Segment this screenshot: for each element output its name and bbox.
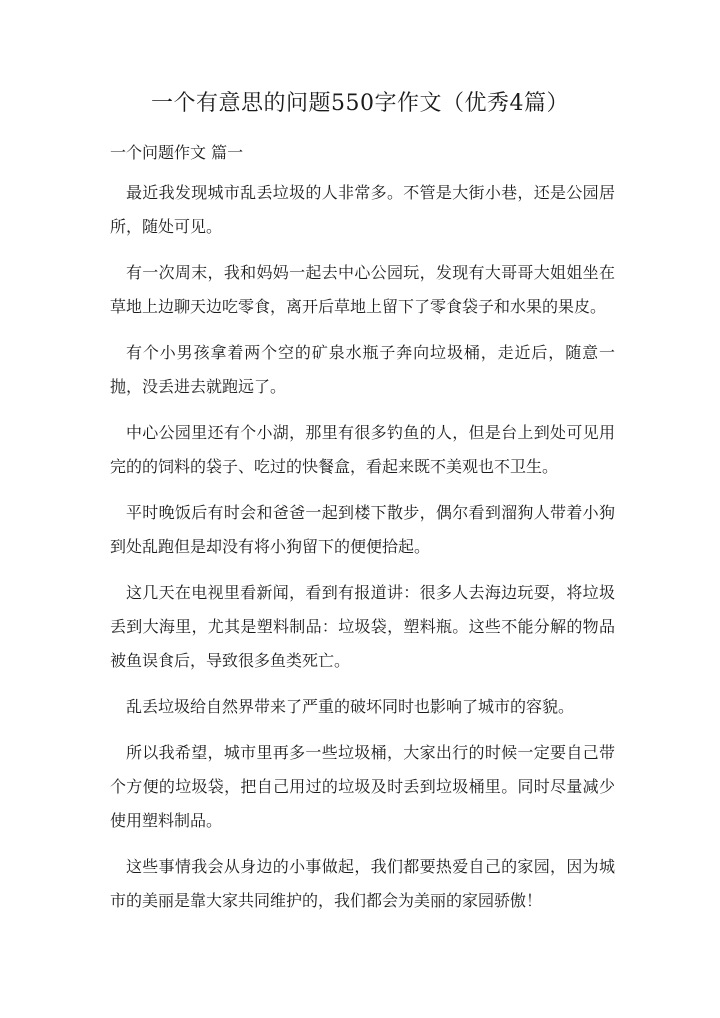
paragraph-6: 这几天在电视里看新闻，看到有报道讲：很多人去海边玩耍，将垃圾丢到大海里，尤其是塑料制品：垃圾袋，塑料瓶。这些不能分解的物品被鱼误食后，导致很多鱼类死亡。 xyxy=(110,583,615,670)
paragraph-4: 中心公园里还有个小湖，那里有很多钓鱼的人，但是台上到处可见用完的的饲料的袋子、吃过的快餐盒，看起来既不美观也不卫生。 xyxy=(110,423,615,476)
section-heading: 一个问题作文 篇一 xyxy=(110,143,244,162)
paragraph-5: 平时晚饭后有时会和爸爸一起到楼下散步，偶尔看到溜狗人带着小狗到处乱跑但是却没有将小狗留下的便便拾起。 xyxy=(110,503,615,556)
essay-body xyxy=(110,176,615,930)
paragraph-8: 所以我希望，城市里再多一些垃圾桶，大家出行的时候一定要自己带个方便的垃圾袋，把自己用过的垃圾及时丢到垃圾桶里。同时尽量减少使用塑料制品。 xyxy=(110,743,615,830)
paragraph-7: 乱丢垃圾给自然界带来了严重的破坏同时也影响了城市的容貌。 xyxy=(126,697,575,716)
paragraph-1: 最近我发现城市乱丢垃圾的人非常多。不管是大街小巷，还是公园居所，随处可见。 xyxy=(110,183,615,236)
paragraph-9: 这些事情我会从身边的小事做起，我们都要热爱自己的家园，因为城市的美丽是靠大家共同维护的，我们都会为美丽的家园骄傲！ xyxy=(110,857,615,910)
paragraph-3: 有个小男孩拿着两个空的矿泉水瓶子奔向垃圾桶，走近后，随意一抛，没丢进去就跑远了。 xyxy=(110,343,615,396)
document-title: 一个有意思的问题550字作文（优秀4篇） xyxy=(151,91,569,116)
paragraph-2: 有一次周末，我和妈妈一起去中心公园玩，发现有大哥哥大姐姐坐在草地上边聊天边吃零食，离开后草地上留下了零食袋子和水果的果皮。 xyxy=(110,263,615,316)
